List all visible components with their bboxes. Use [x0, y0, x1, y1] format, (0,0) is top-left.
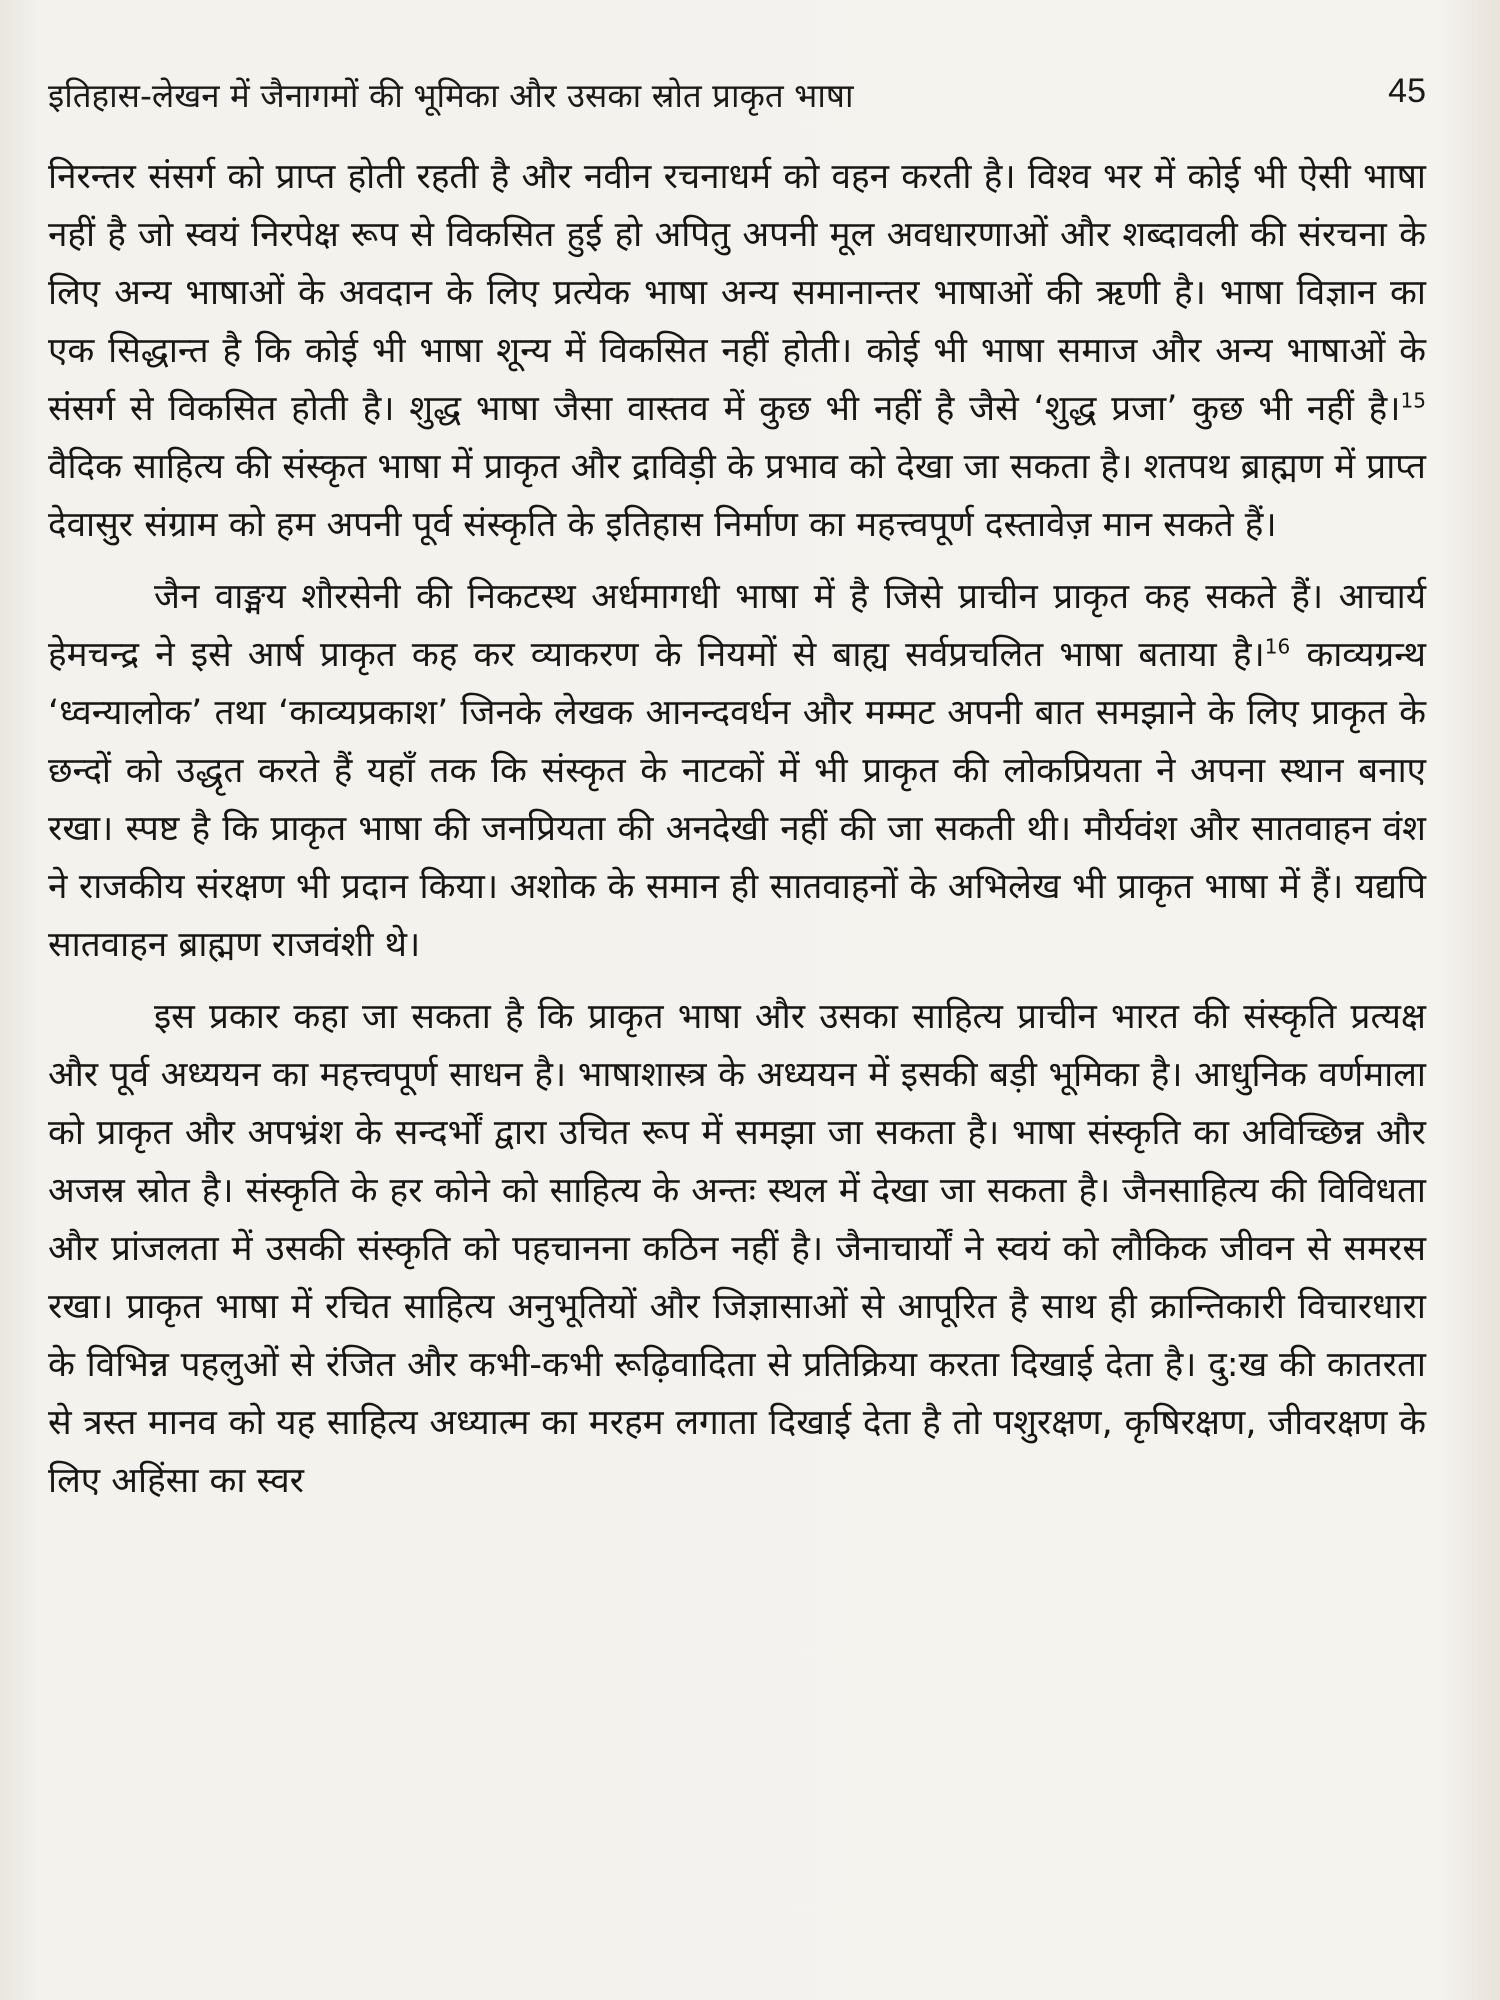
paragraph-2	[48, 568, 1426, 974]
page-header	[48, 72, 1426, 128]
paragraph-3: इस प्रकार कहा जा सकता है कि प्राकृत भाषा और उसका साहित्य प्राचीन भारत की संस्कृति प्रत्यक्ष और पूर्व अध्ययन का महत्त्वपूर्ण साधन है। भाषाशास्त्र के अध्ययन में इसकी बड़ी भूमिका है। आधुनिक वर्णमाला को प्राकृत और अपभ्रंश के सन्दर्भों द्वारा उचित रूप में समझा जा सकता है। भाषा संस्कृति का अविच्छिन्न और अजस्र स्रोत है। संस्कृति के हर कोने को साहित्य के अन्तः स्थल में देखा जा सकता है। जैनसाहित्य की विविधता और प्रांजलता में उसकी संस्कृति को पहचानना कठिन नहीं है। जैनाचार्यों ने स्वयं को लौकिक जीवन से समरस रखा। प्राकृत भाषा में रचित साहित्य अनुभूतियों और जिज्ञासाओं से आपूरित है साथ ही क्रान्तिकारी विचारधारा के विभिन्न पहलुओं से रंजित और कभी-कभी रूढ़िवादिता से प्रतिक्रिया करता दिखाई देता है। दु:ख की कातरता से त्रस्त मानव को यह साहित्य अध्यात्म का मरहम लगाता दिखाई देता है तो पशुरक्षण, कृषिरक्षण, जीवरक्षण के लिए अहिंसा का स्वर	[48, 997, 1426, 1501]
paragraph-1-part-2: वैदिक साहित्य की संस्कृत भाषा में प्राकृत और द्राविड़ी के प्रभाव को देखा जा सकता है। शतपथ ब्राह्मण में प्राप्त देवासुर संग्राम को हम अपनी पूर्व संस्कृति के इतिहास निर्माण का महत्त्वपूर्ण दस्तावेज़ मान सकते हैं।	[48, 447, 1426, 545]
footnote-ref-15: 15	[1400, 388, 1426, 413]
footnote-ref-16: 16	[1264, 634, 1291, 659]
paragraph-2-part-1: जैन वाङ्मय शौरसेनी की निकटस्थ अर्धमागधी भाषा में है जिसे प्राचीन प्राकृत कह सकते हैं। आचार्य हेमचन्द्र ने इसे आर्ष प्राकृत कह कर व्याकरण के नियमों से बाह्य सर्वप्रचलित भाषा बताया है।	[48, 577, 1426, 675]
paragraph-1-part-1: निरन्तर संसर्ग को प्राप्त होती रहती है और नवीन रचनाधर्म को वहन करती है। विश्व भर में कोई भी ऐसी भाषा नहीं है जो स्वयं निरपेक्ष रूप से विकसित हुई हो अपितु अपनी मूल अवधारणाओं और शब्दावली की संरचना के लिए अन्य भाषाओं के अवदान के लिए प्रत्येक भाषा अन्य समानान्तर भाषाओं की ऋणी है। भाषा विज्ञान का एक सिद्धान्त है कि कोई भी भाषा शून्य में विकसित नहीं होती। कोई भी भाषा समाज और अन्य भाषाओं के संसर्ग से विकसित होती है। शुद्ध भाषा जैसा वास्तव में कुछ भी नहीं है जैसे ‘शुद्ध प्रजा’ कुछ भी नहीं है।	[48, 157, 1426, 429]
paragraph-2-part-2: काव्यग्रन्थ ‘ध्वन्यालोक’ तथा ‘काव्यप्रकाश’ जिनके लेखक आनन्दवर्धन और मम्मट अपनी बात समझाने के लिए प्राकृत के छन्दों को उद्धृत करते हैं यहाँ तक कि संस्कृत के नाटकों में भी प्राकृत की लोकप्रियता ने अपना स्थान बनाए रखा। स्पष्ट है कि प्राकृत भाषा की जनप्रियता की अनदेखी नहीं की जा सकती थी। मौर्यवंश और सातवाहन वंश ने राजकीय संरक्षण भी प्रदान किया। अशोक के समान ही सातवाहनों के अभिलेख भी प्राकृत भाषा में हैं। यद्यपि सातवाहन ब्राह्मण राजवंशी थे।	[48, 635, 1426, 965]
page-number: 45	[1388, 72, 1426, 110]
paragraph-1	[48, 148, 1426, 554]
body-text	[48, 148, 1426, 1510]
running-title: इतिहास-लेखन में जैनागमों की भूमिका और उसका स्रोत प्राकृत भाषा	[48, 76, 854, 115]
